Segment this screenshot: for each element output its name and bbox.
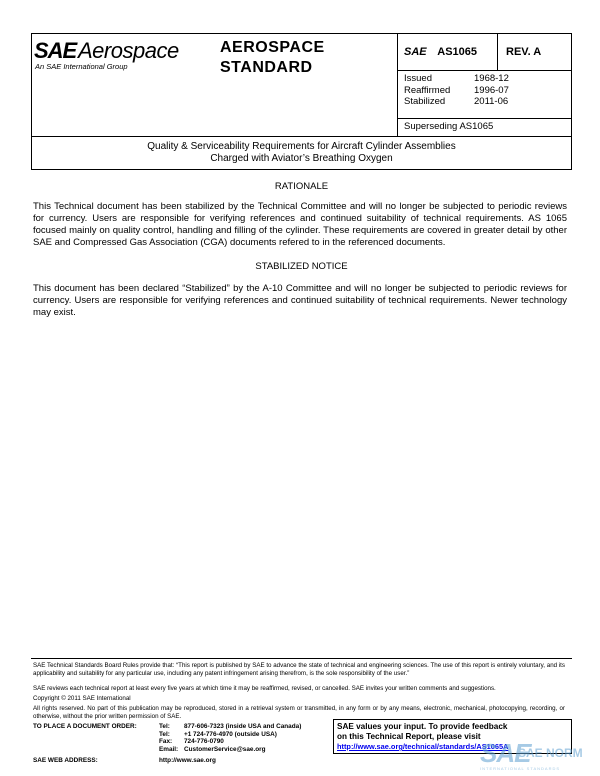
header-divider: [397, 118, 572, 119]
stabilized-paragraph: This document has been declared “Stabilized” by the A-10 Committee and will no longer be subjected to periodic reviews for currency. Users are responsible for verifying references and continued suitability of technical requirements. Newer technology may exist.: [33, 283, 567, 318]
footer-rule: [31, 658, 572, 659]
date-row: [404, 85, 509, 97]
web-label: SAE WEB ADDRESS:: [33, 757, 98, 764]
logo-sae-text: SAE: [34, 38, 77, 63]
contact-row: [159, 746, 339, 754]
header-divider: [497, 34, 498, 70]
doc-sae-mark: SAE: [404, 46, 427, 58]
feedback-text: on this Technical Report, please visit: [337, 732, 481, 741]
contact-row: [159, 738, 339, 746]
contact-value: +1 724-776-4970 (outside USA): [184, 730, 277, 738]
feedback-link[interactable]: http://www.sae.org/technical/standards/AS1065A: [337, 742, 509, 751]
web-address: [33, 757, 216, 764]
rationale-paragraph: This Technical document has been stabilized by the Technical Committee and will no longer be subjected to periodic reviews for currency. Users are responsible for verifying references and continued suitability of technical requirements. AS 1065 focused mainly on quality control, handling and filling of the cylinder. These requirements are covered in greater detail by other SAE and Compressed Gas Association (CGA) documents refered to in the referenced documents.: [33, 201, 567, 248]
footer-rights-text: All rights reserved. No part of this publication may be reproduced, stored in a retrieval system or transmitted, in any form or by any means, electronic, mechanical, photocopying, recording, or otherwise, without the prior written permission of SAE.: [33, 705, 565, 720]
sae-aerospace-logo: [34, 38, 214, 78]
title-line: Charged with Aviator’s Breathing Oxygen: [210, 153, 393, 164]
contact-key: Fax:: [159, 738, 173, 746]
document-number: [404, 46, 477, 58]
document-title: [31, 137, 572, 170]
superseding-text: Superseding AS1065: [404, 121, 494, 132]
date-row: [404, 96, 509, 108]
rationale-heading: RATIONALE: [274, 181, 329, 192]
logo-aerospace-text: Aerospace: [78, 38, 179, 63]
stabilized-heading: STABILIZED NOTICE: [255, 261, 348, 272]
date-value: 1968-12: [474, 73, 509, 84]
logo-group-text: An SAE International Group: [35, 62, 128, 71]
contact-row: [159, 731, 339, 739]
revision-label: REV. A: [506, 46, 542, 58]
order-label: TO PLACE A DOCUMENT ORDER:: [33, 723, 137, 730]
feedback-text: SAE values your input. To provide feedback: [337, 722, 508, 731]
watermark-text: SAE NORM: [518, 746, 583, 760]
header-divider: [397, 34, 398, 137]
footer-rules-text: SAE Technical Standards Board Rules provide that: “This report is published by SAE to advance the state of technical and engineering sciences. The use of this report is entirely voluntary, and its applicability and suitability for any particular use, including any patent infringement arising therefrom, is the sole responsibility of the user.”: [33, 662, 565, 677]
contact-email[interactable]: CustomerService@sae.org: [184, 745, 266, 753]
contact-row: [159, 723, 339, 731]
watermark-subtext: INTERNATIONAL STANDARDS: [480, 766, 561, 771]
sae-norm-watermark: [480, 738, 595, 774]
footer-copyright-text: Copyright © 2011 SAE International: [33, 695, 131, 702]
footer-review-text: SAE reviews each technical report at least every five years at which time it may be reaffirmed, revised, or cancelled. SAE invites your written comments and suggestions.: [33, 685, 496, 692]
contact-key: Email:: [159, 745, 179, 753]
dates-block: [404, 73, 509, 108]
contact-key: Tel:: [159, 723, 170, 730]
date-label: Reaffirmed: [404, 84, 451, 96]
watermark-logo: SAE: [480, 738, 531, 768]
contact-value: 724-776-0790: [184, 738, 224, 746]
contact-key: Tel:: [159, 730, 170, 738]
contact-value: 877-606-7323 (inside USA and Canada): [184, 723, 302, 730]
title-line: Quality & Serviceability Requirements for Aircraft Cylinder Assemblies: [147, 141, 456, 152]
date-label: Issued: [404, 73, 432, 84]
date-row: [404, 73, 509, 85]
header-box: [31, 33, 572, 137]
date-value: 1996-07: [474, 84, 509, 96]
date-value: 2011-06: [474, 96, 509, 107]
web-link[interactable]: http://www.sae.org: [159, 757, 216, 764]
standard-title: AEROSPACE STANDARD: [220, 39, 325, 76]
date-label: Stabilized: [404, 96, 446, 107]
contact-table: [159, 723, 339, 753]
doc-number-text: AS1065: [437, 46, 478, 58]
header-divider: [397, 70, 572, 71]
